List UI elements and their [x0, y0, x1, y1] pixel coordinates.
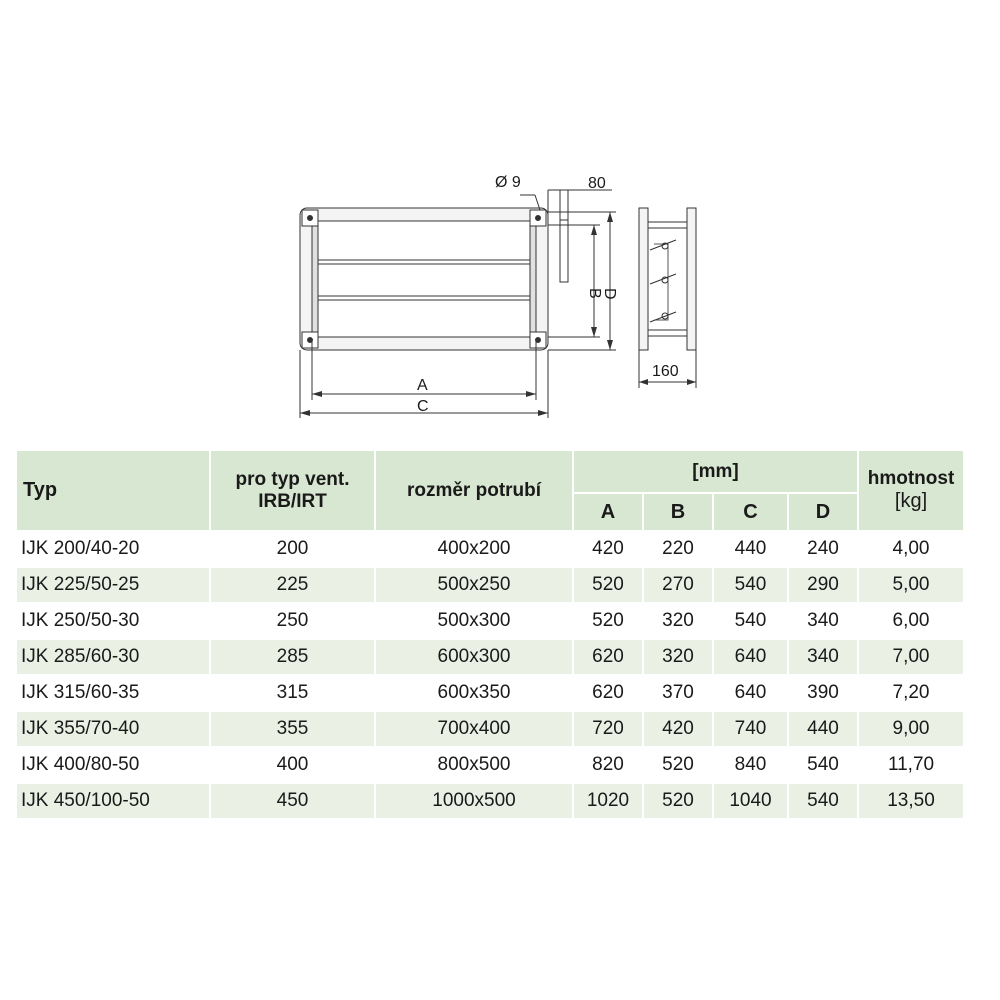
- table-cell: 6,00: [859, 604, 963, 638]
- dim-diameter-label: Ø 9: [495, 174, 521, 191]
- table-cell: 700x400: [376, 712, 572, 746]
- table-cell: 5,00: [859, 568, 963, 602]
- header-hmotnost: [859, 451, 963, 530]
- table-header-row: [17, 451, 963, 492]
- header-pro-typ-line1: pro typ vent.: [235, 468, 350, 490]
- table-cell: 240: [789, 532, 857, 566]
- dim-b-label: B: [586, 288, 603, 299]
- table-row: [17, 748, 963, 782]
- table-cell: 840: [714, 748, 787, 782]
- dim-depth-label: 160: [652, 363, 679, 380]
- table-cell: 440: [789, 712, 857, 746]
- table-cell: 400: [211, 748, 374, 782]
- table-cell: 13,50: [859, 784, 963, 818]
- header-typ: Typ: [17, 451, 209, 530]
- table-cell: IJK 225/50-25: [17, 568, 209, 602]
- table-row: [17, 604, 963, 638]
- table-cell: 220: [644, 532, 712, 566]
- header-hmotnost-label: hmotnost: [867, 468, 955, 489]
- table-cell: 620: [574, 676, 642, 710]
- table-cell: 820: [574, 748, 642, 782]
- table-cell: 11,70: [859, 748, 963, 782]
- dim-d-label: D: [601, 288, 618, 300]
- table-cell: 740: [714, 712, 787, 746]
- table-cell: 600x300: [376, 640, 572, 674]
- table-cell: IJK 200/40-20: [17, 532, 209, 566]
- damper-body: [318, 221, 530, 337]
- table-row: [17, 676, 963, 710]
- damper-technical-drawing: [0, 0, 1000, 440]
- header-col-d: D: [789, 494, 857, 530]
- header-hmotnost-unit: [kg]: [894, 490, 928, 512]
- table-row: [17, 640, 963, 674]
- table-cell: 450: [211, 784, 374, 818]
- table-cell: 9,00: [859, 712, 963, 746]
- table-cell: 400x200: [376, 532, 572, 566]
- specification-table: [15, 449, 965, 820]
- table-cell: IJK 400/80-50: [17, 748, 209, 782]
- table-cell: 440: [714, 532, 787, 566]
- table-cell: 390: [789, 676, 857, 710]
- table-cell: 290: [789, 568, 857, 602]
- table-cell: 800x500: [376, 748, 572, 782]
- table-cell: 355: [211, 712, 374, 746]
- table-cell: 720: [574, 712, 642, 746]
- table-cell: 640: [714, 676, 787, 710]
- header-col-a: A: [574, 494, 642, 530]
- header-mm-group: [mm]: [574, 451, 857, 492]
- table-row: [17, 784, 963, 818]
- table-cell: 285: [211, 640, 374, 674]
- dim-c-label: C: [417, 398, 429, 415]
- table-cell: 340: [789, 640, 857, 674]
- table-cell: 4,00: [859, 532, 963, 566]
- table-cell: 1020: [574, 784, 642, 818]
- table-body: [17, 532, 963, 818]
- table-cell: 600x350: [376, 676, 572, 710]
- table-row: [17, 712, 963, 746]
- table-cell: 420: [574, 532, 642, 566]
- dim-flange-label: 80: [588, 175, 606, 192]
- table-cell: 370: [644, 676, 712, 710]
- table-cell: 340: [789, 604, 857, 638]
- table-cell: 7,00: [859, 640, 963, 674]
- table-cell: 7,20: [859, 676, 963, 710]
- table-cell: 520: [574, 568, 642, 602]
- table-cell: 640: [714, 640, 787, 674]
- header-pro-typ: [211, 451, 374, 530]
- table-cell: 540: [714, 568, 787, 602]
- table-cell: 250: [211, 604, 374, 638]
- table-cell: 520: [644, 748, 712, 782]
- table-cell: 1000x500: [376, 784, 572, 818]
- header-col-b: B: [644, 494, 712, 530]
- header-pro-typ-line2: IRB/IRT: [258, 490, 327, 512]
- table-cell: IJK 355/70-40: [17, 712, 209, 746]
- dim-a-label: A: [417, 377, 428, 394]
- table-cell: IJK 285/60-30: [17, 640, 209, 674]
- table-cell: 225: [211, 568, 374, 602]
- table-cell: 320: [644, 640, 712, 674]
- table-cell: 520: [644, 784, 712, 818]
- table-cell: 540: [789, 784, 857, 818]
- table-cell: 200: [211, 532, 374, 566]
- header-col-c: C: [714, 494, 787, 530]
- table-cell: 420: [644, 712, 712, 746]
- table-row: [17, 568, 963, 602]
- table-cell: 500x300: [376, 604, 572, 638]
- table-cell: 500x250: [376, 568, 572, 602]
- table-cell: 1040: [714, 784, 787, 818]
- table-cell: 540: [714, 604, 787, 638]
- table-cell: 320: [644, 604, 712, 638]
- table-cell: 315: [211, 676, 374, 710]
- table-row: [17, 532, 963, 566]
- table-cell: 620: [574, 640, 642, 674]
- header-rozmer: rozměr potrubí: [376, 451, 572, 530]
- table-cell: 520: [574, 604, 642, 638]
- table-cell: IJK 315/60-35: [17, 676, 209, 710]
- table-cell: 540: [789, 748, 857, 782]
- table-cell: 270: [644, 568, 712, 602]
- table-cell: IJK 450/100-50: [17, 784, 209, 818]
- table-cell: IJK 250/50-30: [17, 604, 209, 638]
